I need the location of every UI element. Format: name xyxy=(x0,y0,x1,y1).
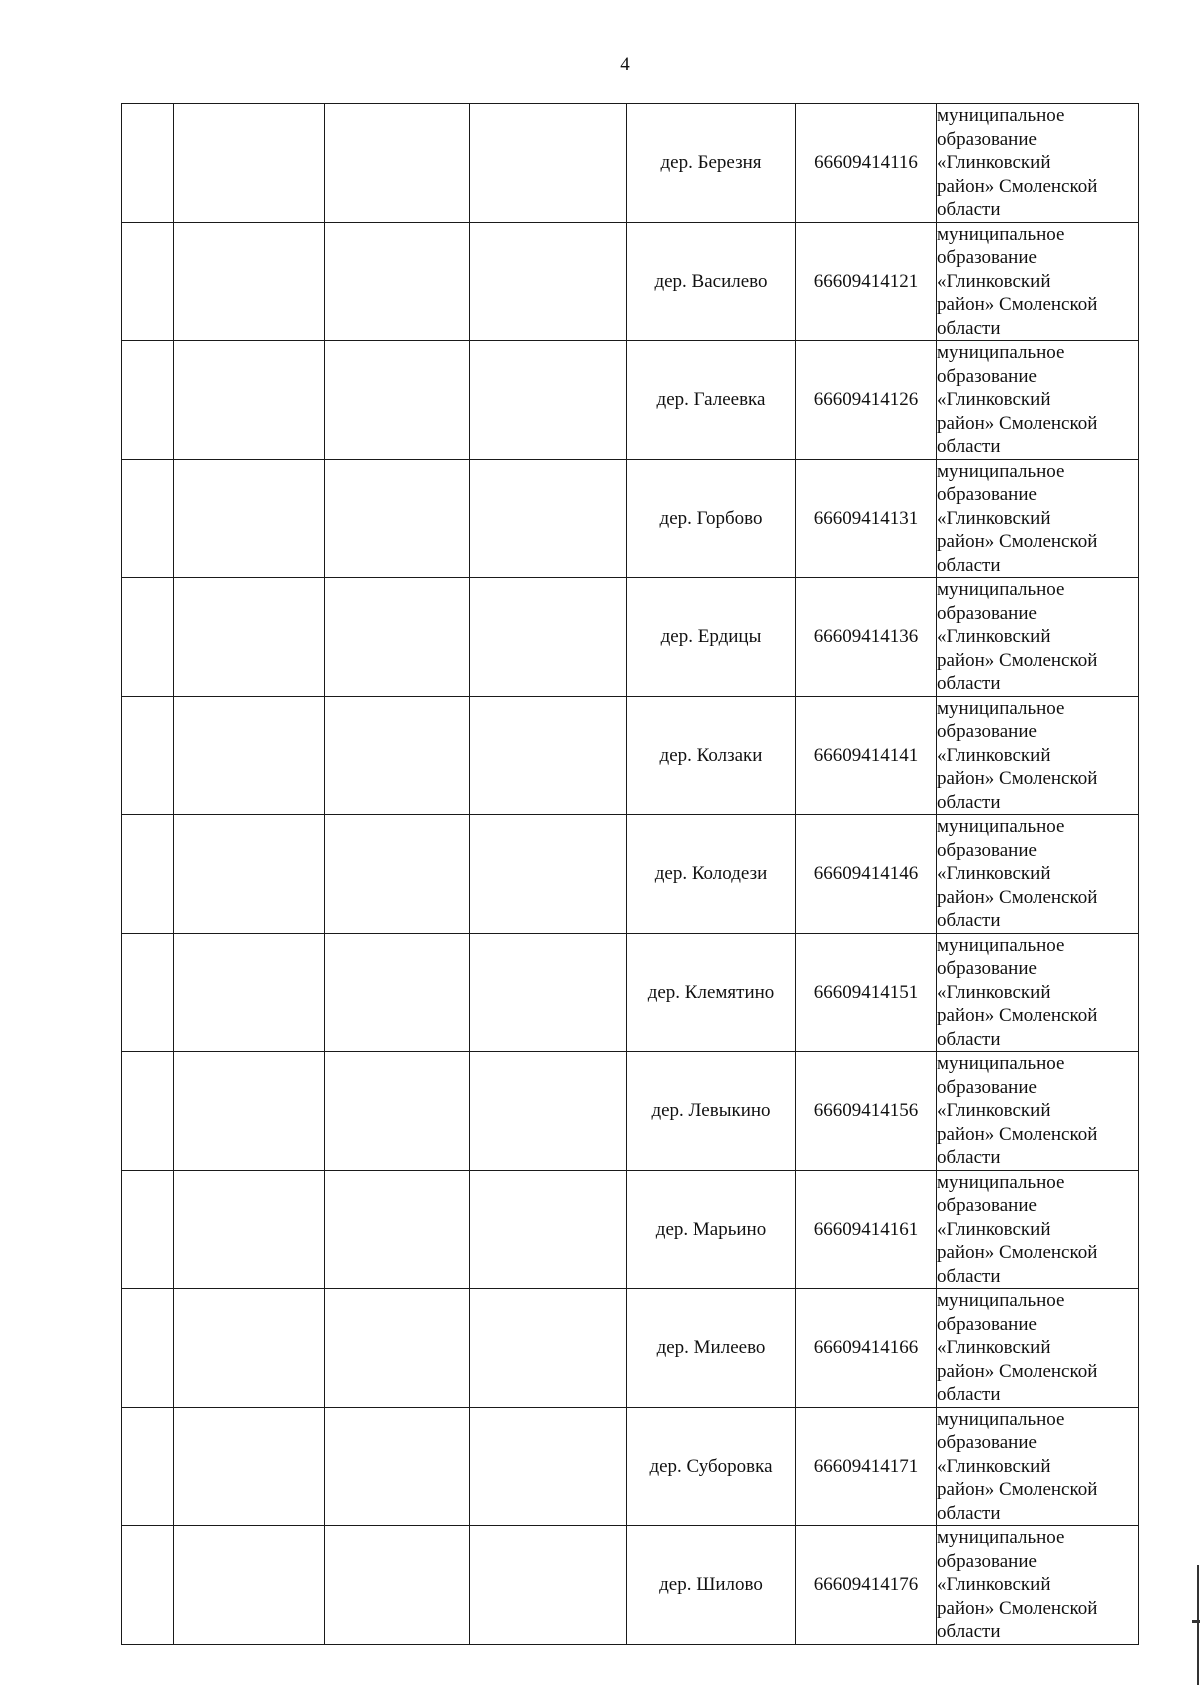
municipal-formation-line: муниципальное xyxy=(937,460,1065,482)
table-row xyxy=(122,222,1139,341)
municipal-formation xyxy=(937,1407,1139,1526)
table-row xyxy=(122,696,1139,815)
municipal-formation xyxy=(937,341,1139,460)
settlement-name: дер. Клемятино xyxy=(627,933,796,1052)
municipal-formation-line: район» Смоленской xyxy=(937,768,1098,789)
municipal-formation-line: муниципальное xyxy=(937,223,1065,245)
empty-cell xyxy=(122,104,174,223)
empty-cell xyxy=(174,1526,325,1645)
empty-cell xyxy=(470,104,627,223)
empty-cell xyxy=(470,696,627,815)
table-row xyxy=(122,341,1139,460)
settlement-name: дер. Колодези xyxy=(627,815,796,934)
municipal-formation-line: район» Смоленской xyxy=(937,1360,1098,1382)
empty-cell xyxy=(122,1526,174,1645)
municipal-formation xyxy=(937,696,1139,815)
municipal-formation-line: муниципальное xyxy=(937,1527,1065,1548)
municipal-formation-line: «Глинковский xyxy=(937,626,1051,647)
municipal-formation-line: образование xyxy=(937,1432,1037,1453)
municipal-formation xyxy=(937,459,1139,578)
settlement-name: дер. Березня xyxy=(627,104,796,223)
municipal-formation-line: «Глинковский xyxy=(937,152,1051,173)
municipal-formation-line: район» Смоленской xyxy=(937,1123,1098,1145)
municipal-formation-line: муниципальное xyxy=(937,1053,1065,1074)
empty-cell xyxy=(174,1289,325,1408)
empty-cell xyxy=(174,696,325,815)
oktmo-code: 66609414151 xyxy=(796,933,937,1052)
municipal-formation-line: области xyxy=(937,1621,1001,1642)
empty-cell xyxy=(325,1052,470,1171)
table-row xyxy=(122,815,1139,934)
municipal-formation-line: район» Смоленской xyxy=(937,294,1098,315)
empty-cell xyxy=(470,815,627,934)
municipal-formation-line: области xyxy=(937,1502,1001,1524)
municipal-formation-line: район» Смоленской xyxy=(937,175,1098,197)
municipal-formation-line: муниципальное xyxy=(937,934,1065,956)
municipal-formation-line: образование xyxy=(937,1076,1037,1098)
empty-cell xyxy=(470,222,627,341)
municipal-formation xyxy=(937,933,1139,1052)
empty-cell xyxy=(122,815,174,934)
municipal-formation-line: образование xyxy=(937,484,1037,505)
municipal-formation xyxy=(937,1052,1139,1171)
empty-cell xyxy=(174,222,325,341)
municipal-formation-line: «Глинковский xyxy=(937,863,1051,884)
table-row xyxy=(122,933,1139,1052)
municipal-formation-line: район» Смоленской xyxy=(937,1479,1098,1500)
municipal-formation-line: образование xyxy=(937,602,1037,624)
empty-cell xyxy=(470,1526,627,1645)
municipal-formation-line: образование xyxy=(937,1550,1037,1572)
table-row xyxy=(122,1289,1139,1408)
empty-cell xyxy=(470,1289,627,1408)
oktmo-code: 66609414126 xyxy=(796,341,937,460)
municipal-formation xyxy=(937,815,1139,934)
municipal-formation-line: муниципальное xyxy=(937,1290,1065,1311)
municipal-formation-line: образование xyxy=(937,958,1037,979)
empty-cell xyxy=(325,1170,470,1289)
municipal-formation-line: район» Смоленской xyxy=(937,1242,1098,1263)
oktmo-code: 66609414156 xyxy=(796,1052,937,1171)
empty-cell xyxy=(470,578,627,697)
municipal-formation-line: области xyxy=(937,317,1001,339)
empty-cell xyxy=(325,1407,470,1526)
table-row xyxy=(122,459,1139,578)
settlement-name: дер. Колзаки xyxy=(627,696,796,815)
empty-cell xyxy=(122,933,174,1052)
oktmo-code: 66609414176 xyxy=(796,1526,937,1645)
empty-cell xyxy=(470,1407,627,1526)
municipal-formation xyxy=(937,104,1139,223)
municipal-formation-line: район» Смоленской xyxy=(937,649,1098,671)
empty-cell xyxy=(174,341,325,460)
settlement-name: дер. Галеевка xyxy=(627,341,796,460)
oktmo-code: 66609414116 xyxy=(796,104,937,223)
municipal-formation-line: «Глинковский xyxy=(937,1574,1051,1595)
empty-cell xyxy=(174,104,325,223)
oktmo-code: 66609414141 xyxy=(796,696,937,815)
municipal-formation-line: «Глинковский xyxy=(937,1337,1051,1358)
empty-cell xyxy=(122,1170,174,1289)
table-body xyxy=(122,104,1139,1645)
empty-cell xyxy=(122,459,174,578)
empty-cell xyxy=(174,1052,325,1171)
municipal-formation-line: «Глинковский xyxy=(937,981,1051,1003)
table-row xyxy=(122,1052,1139,1171)
empty-cell xyxy=(325,1289,470,1408)
municipal-formation xyxy=(937,1289,1139,1408)
municipal-formation-line: «Глинковский xyxy=(937,270,1051,292)
empty-cell xyxy=(122,1052,174,1171)
empty-cell xyxy=(174,1170,325,1289)
municipal-formation-line: образование xyxy=(937,365,1037,387)
empty-cell xyxy=(325,578,470,697)
settlement-name: дер. Василево xyxy=(627,222,796,341)
municipal-formation-line: области xyxy=(937,1147,1001,1168)
empty-cell xyxy=(122,578,174,697)
municipal-formation-line: образование xyxy=(937,128,1037,150)
municipal-formation-line: «Глинковский xyxy=(937,389,1051,410)
empty-cell xyxy=(470,933,627,1052)
empty-cell xyxy=(122,341,174,460)
municipal-formation-line: области xyxy=(937,673,1001,694)
oktmo-code: 66609414121 xyxy=(796,222,937,341)
empty-cell xyxy=(122,1407,174,1526)
settlement-name: дер. Марьино xyxy=(627,1170,796,1289)
empty-cell xyxy=(470,459,627,578)
municipal-formation-line: муниципальное xyxy=(937,697,1065,719)
empty-cell xyxy=(325,815,470,934)
municipal-formation-line: области xyxy=(937,1028,1001,1050)
oktmo-code: 66609414161 xyxy=(796,1170,937,1289)
settlement-name: дер. Горбово xyxy=(627,459,796,578)
table-row xyxy=(122,104,1139,223)
empty-cell xyxy=(325,222,470,341)
municipal-formation xyxy=(937,1526,1139,1645)
empty-cell xyxy=(470,341,627,460)
empty-cell xyxy=(122,222,174,341)
municipal-formation-line: муниципальное xyxy=(937,1171,1065,1193)
table-row xyxy=(122,1526,1139,1645)
municipal-formation-line: муниципальное xyxy=(937,342,1065,363)
municipal-formation-line: образование xyxy=(937,1195,1037,1216)
municipal-formation xyxy=(937,1170,1139,1289)
oktmo-code: 66609414166 xyxy=(796,1289,937,1408)
municipal-formation-line: области xyxy=(937,1265,1001,1287)
empty-cell xyxy=(325,696,470,815)
oktmo-code: 66609414146 xyxy=(796,815,937,934)
settlement-name: дер. Левыкино xyxy=(627,1052,796,1171)
municipal-formation-line: образование xyxy=(937,721,1037,742)
scan-edge-mark xyxy=(1197,1565,1199,1685)
table-row xyxy=(122,1407,1139,1526)
municipal-formation-line: муниципальное xyxy=(937,816,1065,837)
empty-cell xyxy=(470,1052,627,1171)
empty-cell xyxy=(325,341,470,460)
municipal-formation-line: области xyxy=(937,199,1001,220)
settlement-name: дер. Ердицы xyxy=(627,578,796,697)
municipal-formation-line: «Глинковский xyxy=(937,744,1051,766)
settlements-table xyxy=(121,103,1139,1645)
oktmo-code: 66609414131 xyxy=(796,459,937,578)
municipal-formation-line: «Глинковский xyxy=(937,1218,1051,1240)
settlement-name: дер. Милеево xyxy=(627,1289,796,1408)
municipal-formation xyxy=(937,578,1139,697)
municipal-formation-line: «Глинковский xyxy=(937,1100,1051,1121)
empty-cell xyxy=(325,933,470,1052)
municipal-formation-line: области xyxy=(937,436,1001,457)
empty-cell xyxy=(174,459,325,578)
empty-cell xyxy=(122,696,174,815)
municipal-formation-line: район» Смоленской xyxy=(937,1597,1098,1619)
empty-cell xyxy=(174,578,325,697)
municipal-formation-line: район» Смоленской xyxy=(937,531,1098,552)
municipal-formation-line: район» Смоленской xyxy=(937,886,1098,908)
table-row xyxy=(122,578,1139,697)
municipal-formation-line: район» Смоленской xyxy=(937,412,1098,434)
municipal-formation-line: области xyxy=(937,910,1001,931)
empty-cell xyxy=(174,1407,325,1526)
municipal-formation-line: области xyxy=(937,1384,1001,1405)
municipal-formation-line: образование xyxy=(937,839,1037,861)
settlement-name: дер. Суборовка xyxy=(627,1407,796,1526)
municipal-formation-line: «Глинковский xyxy=(937,507,1051,529)
municipal-formation-line: «Глинковский xyxy=(937,1455,1051,1477)
municipal-formation-line: области xyxy=(937,791,1001,813)
empty-cell xyxy=(174,815,325,934)
empty-cell xyxy=(325,459,470,578)
municipal-formation-line: образование xyxy=(937,247,1037,268)
empty-cell xyxy=(325,1526,470,1645)
empty-cell xyxy=(122,1289,174,1408)
municipal-formation-line: образование xyxy=(937,1313,1037,1335)
municipal-formation-line: муниципальное xyxy=(937,579,1065,600)
oktmo-code: 66609414136 xyxy=(796,578,937,697)
empty-cell xyxy=(325,104,470,223)
municipal-formation-line: области xyxy=(937,554,1001,576)
empty-cell xyxy=(470,1170,627,1289)
page-number: 4 xyxy=(620,54,630,75)
municipal-formation-line: муниципальное xyxy=(937,105,1065,126)
municipal-formation xyxy=(937,222,1139,341)
municipal-formation-line: муниципальное xyxy=(937,1408,1065,1430)
municipal-formation-line: район» Смоленской xyxy=(937,1005,1098,1026)
settlement-name: дер. Шилово xyxy=(627,1526,796,1645)
empty-cell xyxy=(174,933,325,1052)
oktmo-code: 66609414171 xyxy=(796,1407,937,1526)
table-row xyxy=(122,1170,1139,1289)
